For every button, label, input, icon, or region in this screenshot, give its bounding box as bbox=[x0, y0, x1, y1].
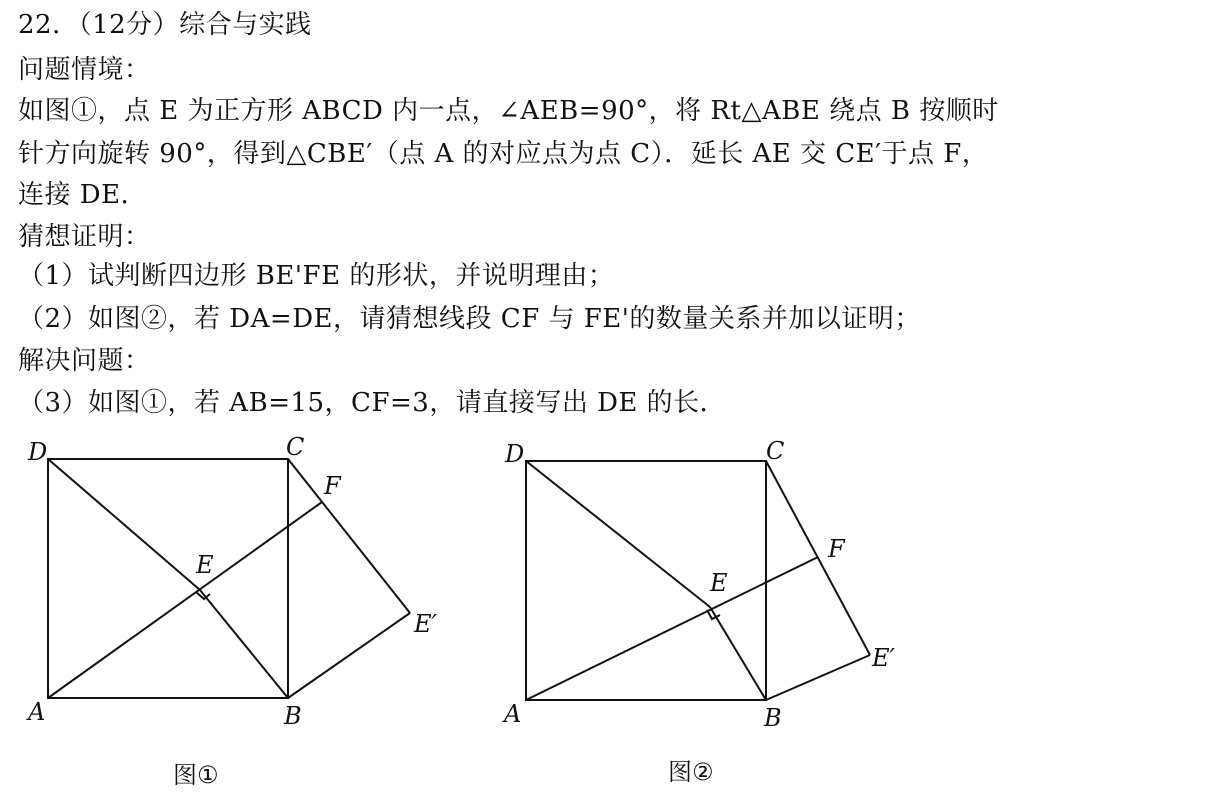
label-b-2: B bbox=[764, 704, 782, 732]
label-d-1: D bbox=[28, 438, 48, 466]
figure-2-caption: 图② bbox=[668, 758, 714, 786]
segment-ce-prime-1 bbox=[288, 459, 410, 613]
label-c-1: C bbox=[286, 433, 305, 461]
question-2: （2）如图②，若 DA=DE，请猜想线段 CF 与 FE'的数量关系并加以证明； bbox=[18, 304, 921, 334]
question-3: （3）如图①，若 AB=15，CF=3，请直接写出 DE 的长． bbox=[18, 388, 727, 418]
label-f-1: F bbox=[324, 472, 341, 500]
segment-be-prime-1 bbox=[288, 613, 410, 698]
label-d-2: D bbox=[505, 440, 525, 468]
situation-line-3: 连接 DE． bbox=[18, 180, 148, 210]
section-situation: 问题情境： bbox=[18, 55, 151, 85]
problem-header: 22．（12分）综合与实践 bbox=[18, 10, 312, 40]
segment-be-1 bbox=[200, 590, 288, 698]
figure-1-caption: 图① bbox=[173, 761, 219, 789]
segment-be-2 bbox=[710, 607, 766, 700]
label-c-2: C bbox=[766, 437, 785, 465]
question-1: （1）试判断四边形 BE'FE 的形状，并说明理由； bbox=[18, 261, 615, 291]
segment-be-prime-2 bbox=[766, 655, 870, 700]
segment-ce-prime-2 bbox=[766, 461, 870, 655]
label-a-1: A bbox=[28, 698, 46, 726]
situation-line-1: 如图①，点 E 为正方形 ABCD 内一点，∠AEB=90°，将 Rt△ABE 绕点 B 按顺时 bbox=[18, 96, 999, 126]
label-a-2: A bbox=[504, 700, 522, 728]
section-solve: 解决问题： bbox=[18, 346, 151, 376]
label-e-prime-2: E′ bbox=[872, 644, 895, 672]
label-f-2: F bbox=[828, 535, 845, 563]
label-e-prime-1: E′ bbox=[414, 610, 437, 638]
label-b-1: B bbox=[284, 702, 302, 730]
situation-line-2: 针方向旋转 90°，得到△CBE′（点 A 的对应点为点 C）．延长 AE 交 CE′于点 F， bbox=[18, 139, 989, 169]
section-conjecture: 猜想证明： bbox=[18, 222, 151, 252]
label-e-2: E bbox=[710, 569, 728, 597]
square-abcd-2 bbox=[526, 461, 766, 700]
figure-2 bbox=[526, 461, 870, 700]
figure-1 bbox=[48, 459, 410, 698]
segment-de-2 bbox=[526, 461, 710, 607]
segment-ae-extended-1 bbox=[48, 502, 322, 698]
square-abcd-1 bbox=[48, 459, 288, 698]
label-e-1: E bbox=[196, 551, 214, 579]
segment-ae-extended-2 bbox=[526, 557, 818, 700]
segment-de-1 bbox=[48, 459, 200, 590]
